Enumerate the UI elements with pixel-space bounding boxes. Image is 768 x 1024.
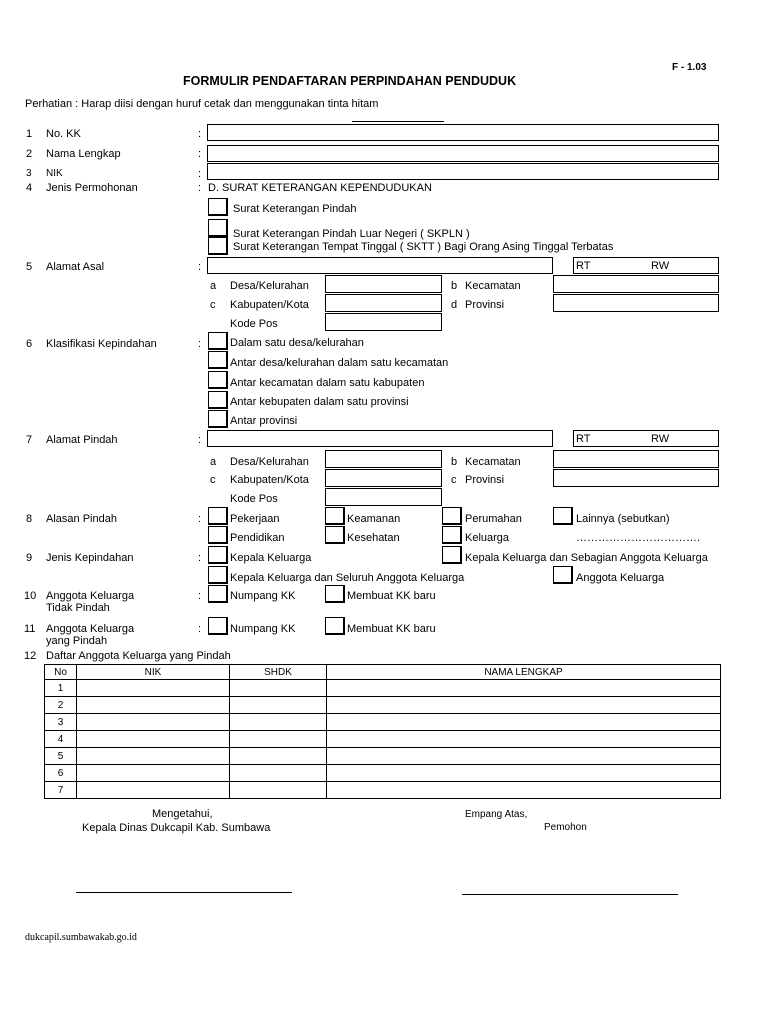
colon: :	[198, 261, 202, 273]
shdk-cell[interactable]	[230, 680, 327, 697]
members-table	[44, 664, 721, 799]
label-alasan: Alasan Pindah	[46, 513, 117, 525]
row-number: 4	[45, 731, 77, 748]
nama-cell[interactable]	[327, 748, 721, 765]
label-anggota-tidak-pindah: Anggota Keluarga	[46, 590, 135, 602]
option-label: Lainnya (sebutkan)	[576, 513, 670, 525]
rt-rw-asal-input[interactable]	[573, 257, 719, 274]
kepala-dinas-text: Kepala Dinas Dukcapil Kab. Sumbawa	[82, 822, 271, 834]
row-number: 6	[45, 765, 77, 782]
nik-cell[interactable]	[77, 765, 230, 782]
label-kecamatan: Kecamatan	[465, 456, 521, 468]
nama-cell[interactable]	[327, 680, 721, 697]
alamat-asal-input[interactable]	[207, 257, 553, 274]
sub-letter: a	[210, 280, 217, 292]
rw-label: RW	[651, 260, 670, 272]
table-row	[45, 782, 721, 799]
label-jenis-kepindahan: Jenis Kepindahan	[46, 552, 134, 564]
field-num: 8	[26, 513, 33, 525]
colon: :	[198, 168, 202, 180]
sub-letter: c	[451, 474, 457, 486]
field-num: 5	[26, 261, 33, 273]
footer-url: dukcapil.sumbawakab.go.id	[25, 932, 137, 943]
checkbox-keluarga[interactable]	[442, 526, 462, 544]
provinsi-asal-input[interactable]	[553, 294, 719, 312]
option-label: Membuat KK baru	[347, 590, 436, 602]
label-alamat-asal: Alamat Asal	[46, 261, 105, 273]
checkbox-yp-baru[interactable]	[325, 617, 345, 635]
option-label: Antar kebupaten dalam satu provinsi	[230, 396, 409, 408]
checkbox-sktt[interactable]	[208, 237, 228, 255]
label-kode-pos: Kode Pos	[230, 318, 278, 330]
checkbox-kk-sebagian[interactable]	[442, 546, 462, 564]
alamat-pindah-input[interactable]	[207, 430, 553, 447]
col-shdk: SHDK	[230, 665, 327, 680]
label-provinsi: Provinsi	[465, 474, 505, 486]
field-num: 12	[24, 650, 37, 662]
option-label: Membuat KK baru	[347, 623, 436, 635]
label-nik: NIK	[46, 168, 63, 179]
checkbox-klasifikasi-4[interactable]	[208, 391, 228, 409]
nik-cell[interactable]	[77, 697, 230, 714]
option-label: Surat Keterangan Tempat Tinggal ( SKTT ) Bagi Orang Asing Tinggal Terbatas	[233, 241, 614, 253]
checkbox-kepala-keluarga[interactable]	[208, 546, 228, 564]
option-label: Surat Keterangan Pindah Luar Negeri ( SKPLN )	[233, 228, 470, 240]
label-desa: Desa/Kelurahan	[230, 280, 309, 292]
signature-line-pemohon	[462, 894, 678, 895]
label-desa: Desa/Kelurahan	[230, 456, 309, 468]
field-num: 11	[24, 623, 36, 635]
sub-letter: d	[451, 299, 458, 311]
shdk-cell[interactable]	[230, 782, 327, 799]
divider	[352, 121, 444, 122]
rw-label: RW	[651, 433, 670, 445]
desa-pindah-input[interactable]	[325, 450, 442, 468]
shdk-cell[interactable]	[230, 714, 327, 731]
shdk-cell[interactable]	[230, 731, 327, 748]
checkbox-keamanan[interactable]	[325, 507, 345, 525]
signature-line-kepala	[76, 892, 292, 893]
option-label: Perumahan	[465, 513, 522, 525]
nama-cell[interactable]	[327, 731, 721, 748]
label-daftar: Daftar Anggota Keluarga yang Pindah	[46, 650, 231, 662]
shdk-cell[interactable]	[230, 765, 327, 782]
label-jenis-permohonan: Jenis Permohonan	[46, 182, 138, 194]
checkbox-pekerjaan[interactable]	[208, 507, 228, 525]
checkbox-klasifikasi-1[interactable]	[208, 332, 228, 350]
checkbox-perumahan[interactable]	[442, 507, 462, 525]
place-text: Empang Atas,	[465, 809, 528, 820]
table-header-row	[45, 665, 721, 680]
checkbox-kesehatan[interactable]	[325, 526, 345, 544]
table-row	[45, 748, 721, 765]
kodepos-asal-input[interactable]	[325, 313, 442, 331]
checkbox-lainnya[interactable]	[553, 507, 573, 525]
label-anggota-tidak-pindah-2: Tidak Pindah	[46, 602, 110, 614]
nik-cell[interactable]	[77, 714, 230, 731]
colon: :	[198, 552, 202, 564]
colon: :	[198, 338, 202, 350]
rt-rw-pindah-input[interactable]	[573, 430, 719, 447]
option-label: Kepala Keluarga dan Sebagian Anggota Keluarga	[465, 552, 708, 564]
nama-cell[interactable]	[327, 782, 721, 799]
col-nama: NAMA LENGKAP	[327, 665, 721, 680]
no-kk-input[interactable]	[207, 124, 719, 141]
kecamatan-asal-input[interactable]	[553, 275, 719, 293]
row-number: 7	[45, 782, 77, 799]
option-label: Keamanan	[347, 513, 401, 525]
label-provinsi: Provinsi	[465, 299, 505, 311]
field-num: 7	[26, 434, 33, 446]
nik-cell[interactable]	[77, 680, 230, 697]
pemohon-text: Pemohon	[544, 822, 587, 833]
colon: :	[198, 590, 202, 602]
checkbox-klasifikasi-2[interactable]	[208, 351, 228, 369]
col-nik: NIK	[77, 665, 230, 680]
rt-label: RT	[576, 260, 591, 272]
checkbox-anggota-keluarga[interactable]	[553, 566, 573, 584]
lainnya-line: …………………………….	[576, 532, 701, 544]
option-label: Antar kecamatan dalam satu kabupaten	[230, 377, 425, 389]
row-number: 1	[45, 680, 77, 697]
table-row	[45, 680, 721, 697]
option-label: Surat Keterangan Pindah	[233, 203, 357, 215]
label-kabupaten: Kabupaten/Kota	[230, 474, 309, 486]
field-num: 6	[26, 338, 33, 350]
nik-input[interactable]	[207, 163, 719, 180]
option-label: Antar provinsi	[230, 415, 298, 427]
checkbox-klasifikasi-5[interactable]	[208, 410, 228, 428]
kecamatan-pindah-input[interactable]	[553, 450, 719, 468]
option-label: Anggota Keluarga	[576, 572, 665, 584]
row-number: 2	[45, 697, 77, 714]
table-row	[45, 714, 721, 731]
option-label: Kepala Keluarga	[230, 552, 312, 564]
checkbox-kk-seluruh[interactable]	[208, 566, 228, 584]
option-label: Kepala Keluarga dan Seluruh Anggota Keluarga	[230, 572, 465, 584]
table-row	[45, 765, 721, 782]
table-row	[45, 697, 721, 714]
row-number: 5	[45, 748, 77, 765]
colon: :	[198, 434, 202, 446]
label-kode-pos: Kode Pos	[230, 493, 278, 505]
option-label: Numpang KK	[230, 590, 296, 602]
checkbox-pendidikan[interactable]	[208, 526, 228, 544]
colon: :	[198, 128, 202, 140]
kabupaten-pindah-input[interactable]	[325, 469, 442, 487]
checkbox-yp-numpang[interactable]	[208, 617, 228, 635]
option-label: Pekerjaan	[230, 513, 280, 525]
field-num: 4	[26, 182, 33, 194]
checkbox-klasifikasi-3[interactable]	[208, 371, 228, 389]
option-label: Keluarga	[465, 532, 510, 544]
sub-letter: b	[451, 456, 458, 468]
field-num: 3	[26, 168, 32, 179]
kodepos-pindah-input[interactable]	[325, 488, 442, 506]
notice-text: Perhatian : Harap diisi dengan huruf cetak dan menggunakan tinta hitam	[25, 98, 379, 110]
sub-letter: c	[210, 474, 216, 486]
colon: :	[198, 513, 202, 525]
sub-letter: a	[210, 456, 217, 468]
field-num: 1	[26, 128, 33, 140]
label-anggota-yang-pindah: Anggota Keluarga	[46, 623, 135, 635]
option-label: Kesehatan	[347, 532, 400, 544]
checkbox-tp-baru[interactable]	[325, 585, 345, 603]
colon: :	[198, 623, 202, 635]
col-no: No	[45, 665, 77, 680]
nik-cell[interactable]	[77, 782, 230, 799]
field-num: 9	[26, 552, 33, 564]
label-kabupaten: Kabupaten/Kota	[230, 299, 309, 311]
sub-letter: c	[210, 299, 216, 311]
kabupaten-asal-input[interactable]	[325, 294, 442, 312]
option-label: Dalam satu desa/kelurahan	[230, 337, 364, 349]
field-num: 2	[26, 148, 33, 160]
label-anggota-yang-pindah-2: yang Pindah	[46, 635, 108, 647]
option-label: Pendidikan	[230, 532, 285, 544]
label-nama: Nama Lengkap	[46, 148, 121, 160]
colon: :	[198, 148, 202, 160]
table-row	[45, 731, 721, 748]
label-kecamatan: Kecamatan	[465, 280, 521, 292]
field-num: 10	[24, 590, 37, 602]
label-alamat-pindah: Alamat Pindah	[46, 434, 118, 446]
option-label: Numpang KK	[230, 623, 296, 635]
provinsi-pindah-input[interactable]	[553, 469, 719, 487]
option-label: Antar desa/kelurahan dalam satu kecamatan	[230, 357, 449, 369]
page-title: FORMULIR PENDAFTARAN PERPINDAHAN PENDUDUK	[183, 74, 517, 88]
nik-cell[interactable]	[77, 731, 230, 748]
label-klasifikasi: Klasifikasi Kepindahan	[46, 338, 157, 350]
form-code: F - 1.03	[672, 62, 707, 73]
checkbox-skpln[interactable]	[208, 219, 228, 237]
label-no-kk: No. KK	[46, 128, 81, 140]
nama-cell[interactable]	[327, 697, 721, 714]
colon: :	[198, 182, 202, 194]
nama-cell[interactable]	[327, 765, 721, 782]
jenis-permohonan-value: D. SURAT KETERANGAN KEPENDUDUKAN	[208, 182, 432, 194]
mengetahui-text: Mengetahui,	[152, 808, 213, 820]
sub-letter: b	[451, 280, 458, 292]
row-number: 3	[45, 714, 77, 731]
nama-input[interactable]	[207, 145, 719, 162]
desa-asal-input[interactable]	[325, 275, 442, 293]
rt-label: RT	[576, 433, 591, 445]
checkbox-tp-numpang[interactable]	[208, 585, 228, 603]
shdk-cell[interactable]	[230, 697, 327, 714]
shdk-cell[interactable]	[230, 748, 327, 765]
checkbox-skp[interactable]	[208, 198, 228, 216]
nik-cell[interactable]	[77, 748, 230, 765]
nama-cell[interactable]	[327, 714, 721, 731]
